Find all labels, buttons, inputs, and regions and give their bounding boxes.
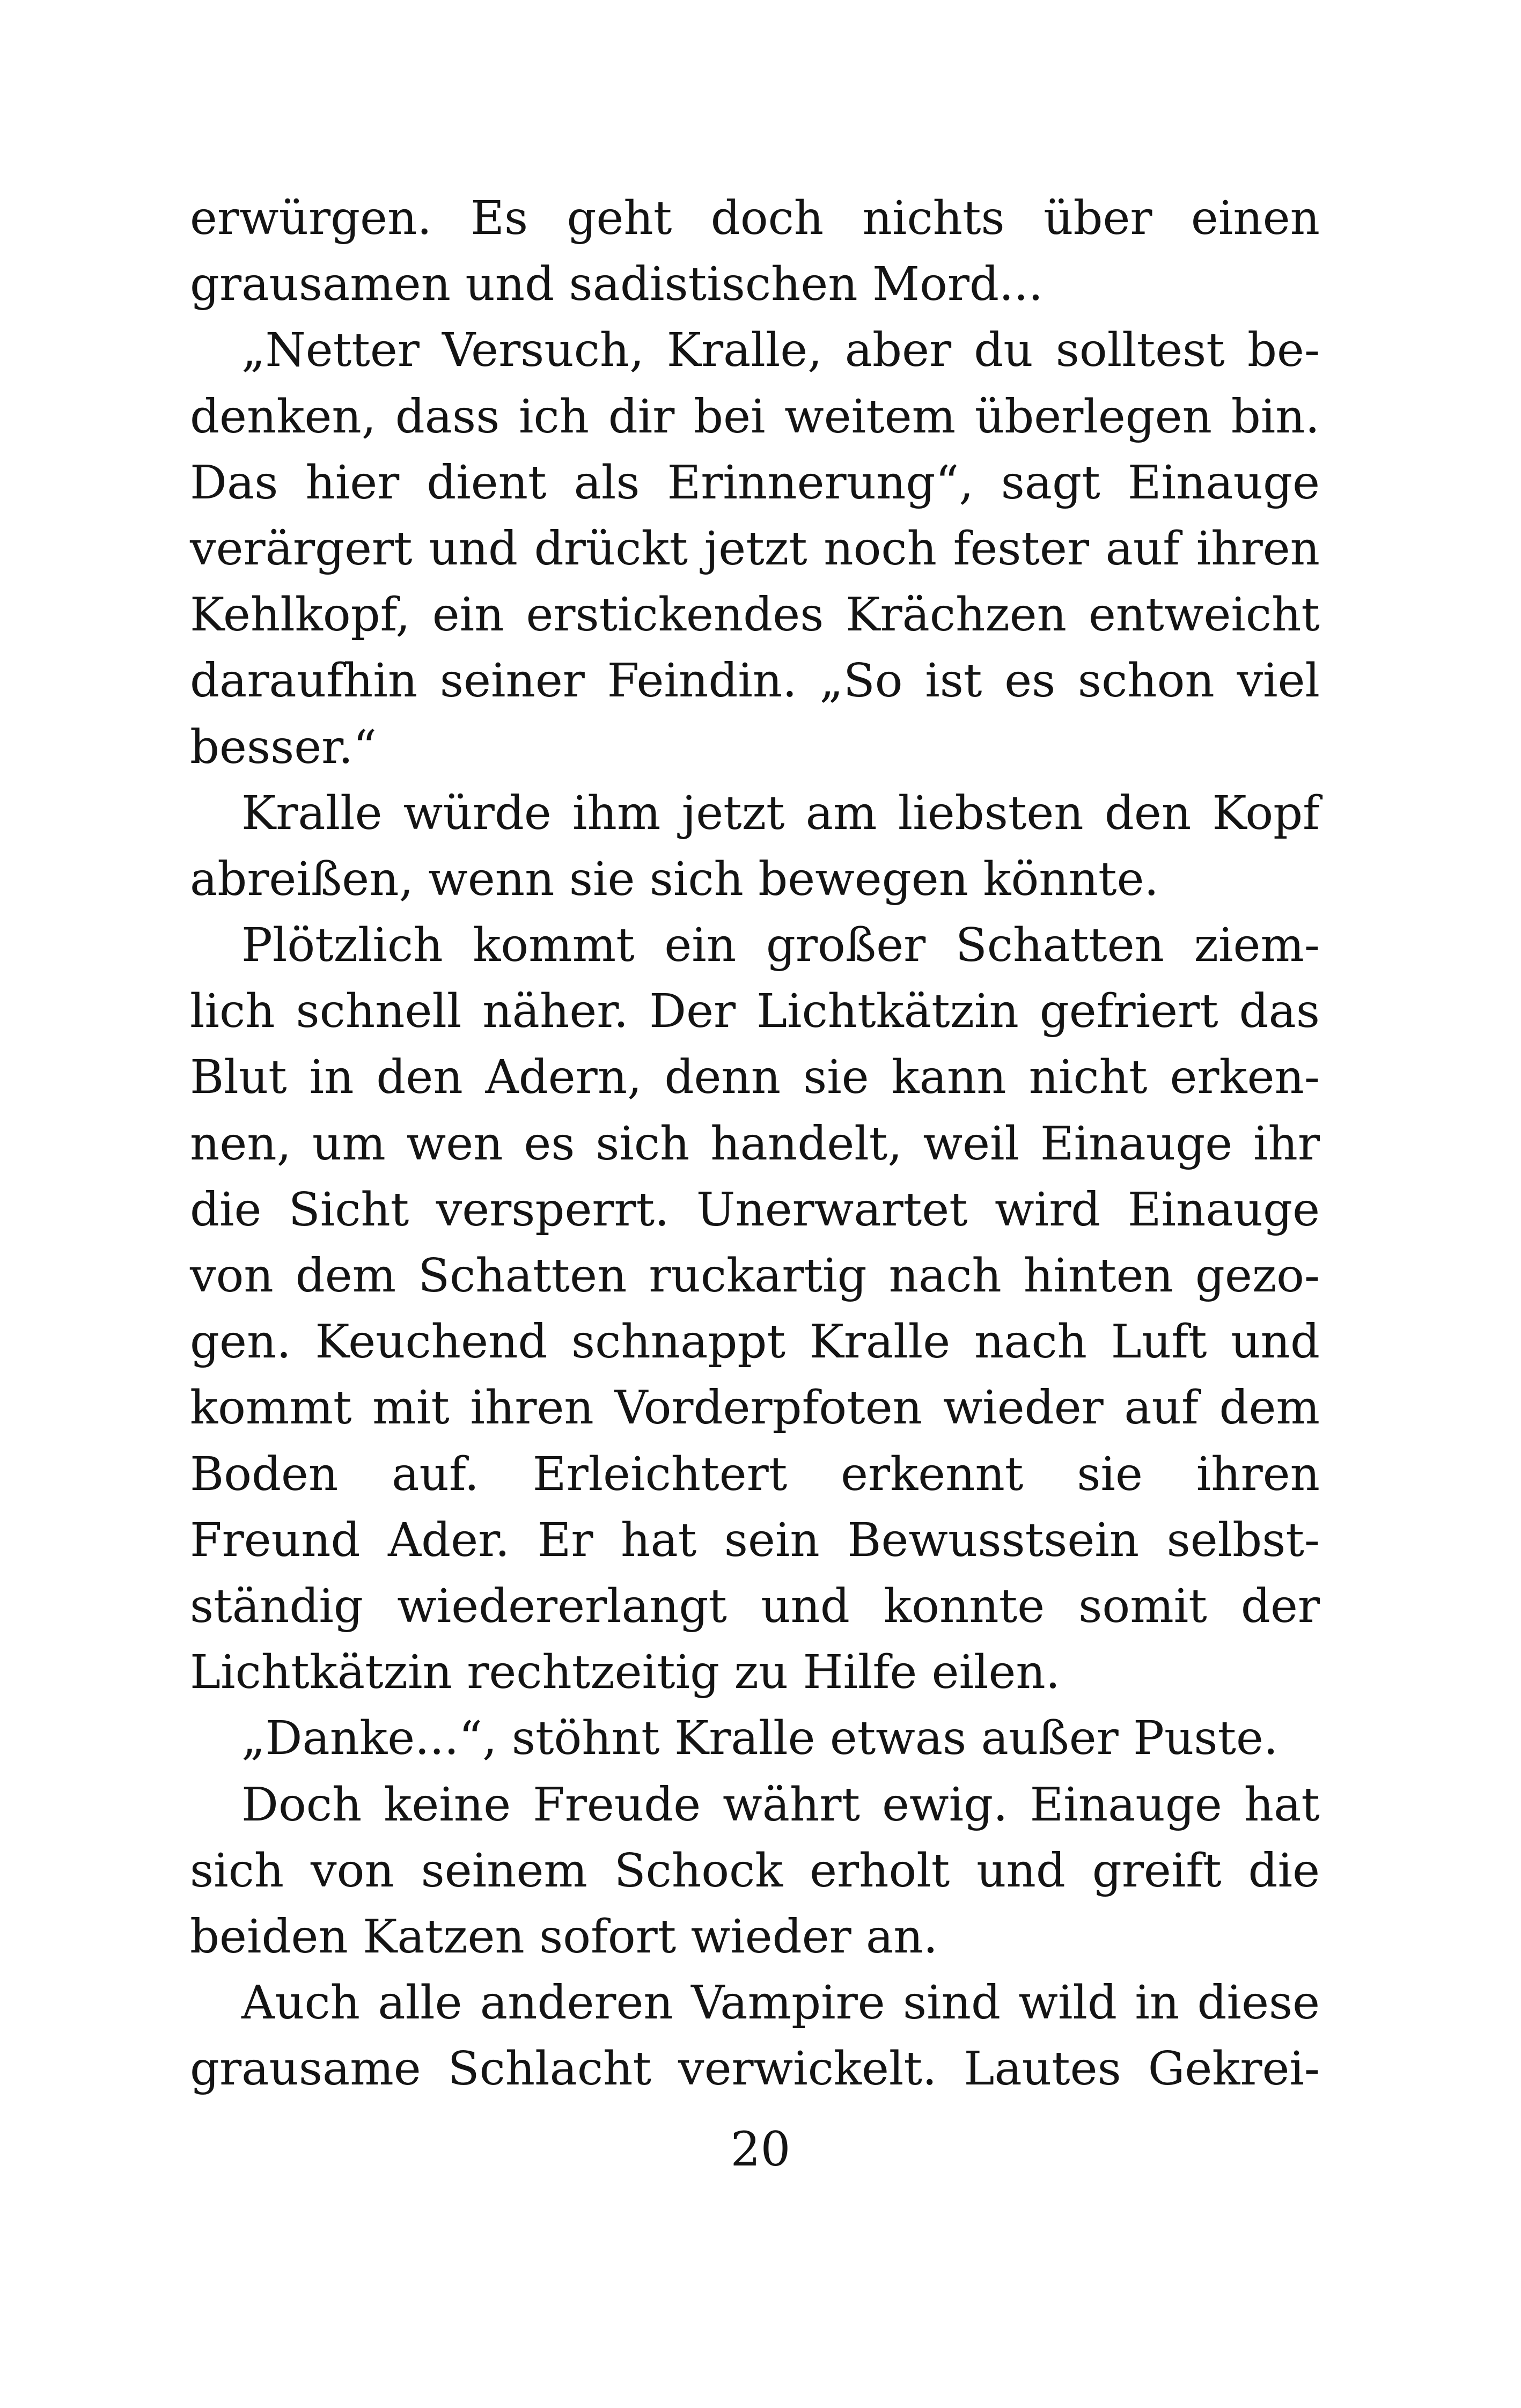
text-line: Doch keine Freude währt ewig. Einauge hat (241, 1778, 1320, 1832)
text-line: Lichtkätzin rechtzeitig zu Hilfe eilen. (190, 1646, 1061, 1700)
text-line: Boden auf. Erleichtert erkennt sie ihren (190, 1447, 1320, 1501)
text-line: Freund Ader. Er hat sein Bewusstsein selbst- (190, 1513, 1320, 1567)
text-line: lich schnell näher. Der Lichtkätzin gefriert das (190, 985, 1320, 1039)
text-line: die Sicht versperrt. Unerwartet wird Einauge (190, 1183, 1320, 1237)
text-line: ständig wiedererlangt und konnte somit der (190, 1579, 1320, 1633)
page-number: 20 (730, 2121, 791, 2177)
text-line: Auch alle anderen Vampire sind wild in diese (241, 1976, 1320, 2030)
text-line: erwürgen. Es geht doch nichts über einen (190, 192, 1320, 245)
text-line: Blut in den Adern, denn sie kann nicht erken- (190, 1051, 1320, 1105)
text-line: von dem Schatten ruckartig nach hinten gezo- (190, 1249, 1320, 1303)
text-line: Plötzlich kommt ein großer Schatten ziem- (241, 919, 1320, 973)
text-line: verärgert und drückt jetzt noch fester auf ihren (190, 522, 1320, 576)
text-line: „Netter Versuch, Kralle, aber du solltest be- (241, 324, 1320, 378)
text-line: grausame Schlacht verwickelt. Lautes Gekrei- (190, 2042, 1320, 2096)
text-line: grausamen und sadistischen Mord... (190, 258, 1044, 312)
text-line: besser.“ (190, 720, 377, 774)
text-line: gen. Keuchend schnappt Kralle nach Luft und (190, 1315, 1320, 1369)
text-line: sich von seinem Schock erholt und greift die (190, 1844, 1320, 1898)
text-line: abreißen, wenn sie sich bewegen könnte. (190, 852, 1159, 906)
text-line: Kehlkopf, ein erstickendes Krächzen entweicht (190, 588, 1320, 642)
text-line: daraufhin seiner Feindin. „So ist es schon viel (190, 654, 1320, 708)
text-line: Kralle würde ihm jetzt am liebsten den Kopf (241, 786, 1320, 840)
body-text (190, 186, 1320, 2102)
text-line: „Danke...“, stöhnt Kralle etwas außer Puste. (241, 1712, 1278, 1766)
text-line: Das hier dient als Erinnerung“, sagt Einauge (190, 456, 1320, 510)
text-line: nen, um wen es sich handelt, weil Einauge ihr (190, 1117, 1320, 1171)
text-line: beiden Katzen sofort wieder an. (190, 1910, 938, 1964)
text-line: denken, dass ich dir bei weitem überlegen bin. (190, 390, 1320, 444)
text-line: kommt mit ihren Vorderpfoten wieder auf dem (190, 1381, 1320, 1435)
